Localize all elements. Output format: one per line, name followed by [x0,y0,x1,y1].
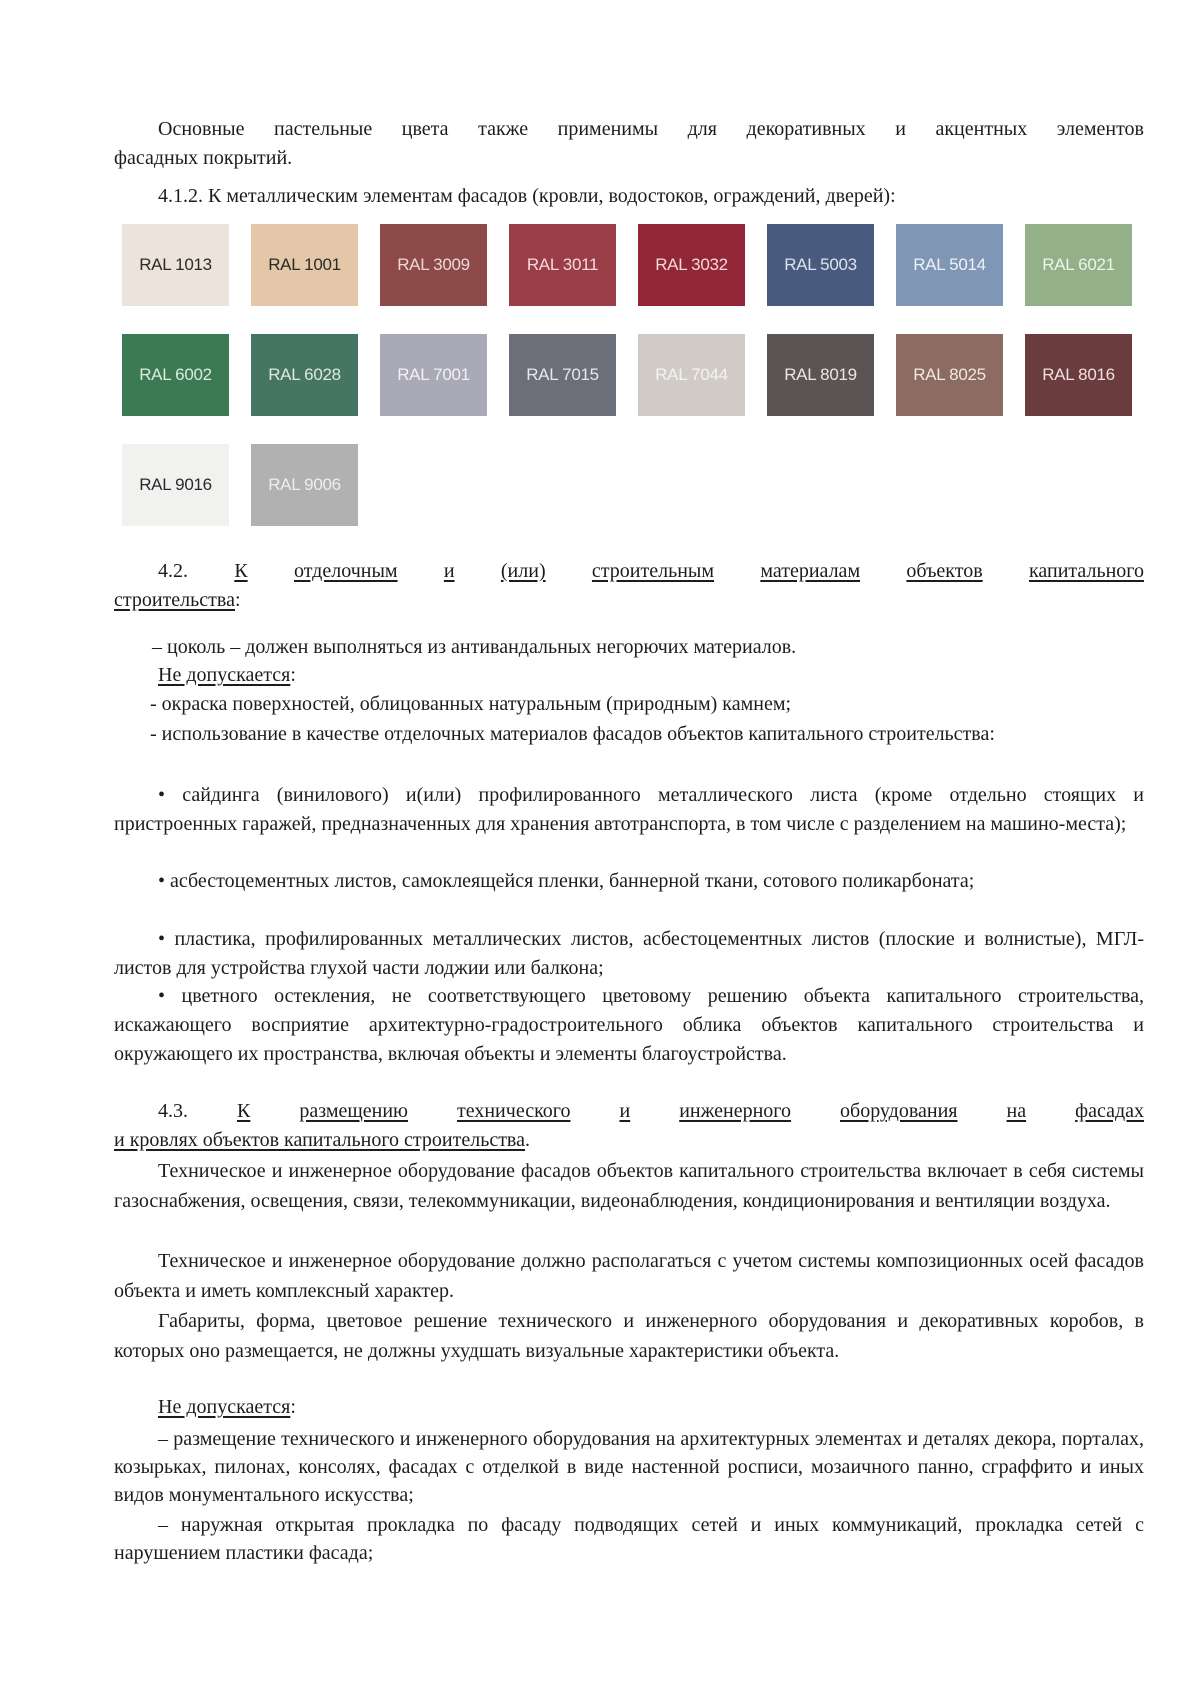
color-swatch: RAL 6021 [1025,224,1132,306]
paint-line: - окраска поверхностей, облицованных натуральным (природным) камнем; [150,693,792,715]
not-allowed-label [114,661,1144,690]
color-swatch: RAL 8019 [767,334,874,416]
dash-item: – наружная открытая прокладка по фасаду подводящих сетей и иных коммуникаций, прокладка сетей с нарушением пластики фасада; [114,1514,1144,1564]
color-swatch: RAL 3011 [509,224,616,306]
heading-word: оборудования [840,1100,958,1122]
color-swatch: RAL 9006 [251,444,358,526]
heading-cont-text: строительства [114,589,235,611]
section-4-3-heading-cont [114,1126,1144,1155]
not-allowed-text: Не допускается [158,1396,291,1418]
section-4-2-heading-line [114,557,1144,586]
section-4-2-heading-cont [114,586,1144,615]
section-4-2-heading [114,557,1144,615]
heading-cont-text: и кровлях объектов капитального строительства [114,1129,525,1151]
heading-period: . [525,1129,530,1151]
intro-line-2: фасадных покрытий. [114,147,293,169]
not-allowed-colon: : [290,664,296,686]
bullet-item: • цветного остекления, не соответствующего цветовому решению объекта капитального строительства, искажающего восприятие архитектурно-градостроительного облика объектов капитального строительства и окружающего их пространства, включая объекты и элементы благоустройства. [114,985,1144,1065]
heading-word: и [443,560,455,582]
color-swatch: RAL 1001 [251,224,358,306]
subsection-4-1-2: 4.1.2. К металлическим элементам фасадов (кровли, водостоков, ограждений, дверей): [158,185,896,207]
not-allowed-text: Не допускается [158,664,291,686]
bullet-item: • асбестоцементных листов, самоклеящейся пленки, баннерной ткани, сотового поликарбоната; [158,870,975,892]
section-4-3-heading [114,1097,1144,1155]
heading-word: К [237,1100,251,1122]
color-swatch: RAL 8016 [1025,334,1132,416]
color-swatch: RAL 7044 [638,334,745,416]
heading-word: материалам [760,560,861,582]
color-swatch: RAL 8025 [896,334,1003,416]
section-number: 4.2. [158,560,188,582]
color-swatch: RAL 3009 [380,224,487,306]
section-number: 4.3. [158,1100,188,1122]
paragraph: Техническое и инженерное оборудование должно располагаться с учетом системы композиционных осей фасадов объекта и иметь комплексный характер. [114,1250,1144,1302]
heading-word: фасадах [1075,1100,1144,1122]
heading-word: технического [457,1100,571,1122]
color-swatch: RAL 7015 [509,334,616,416]
cokol-line: – цоколь – должен выполняться из антивандальных негорючих материалов. [152,636,797,658]
heading-word: капитального [1029,560,1144,582]
usage-line: - использование в качестве отделочных материалов фасадов объектов капитального строительства: [150,723,995,745]
not-allowed-colon: : [290,1396,296,1418]
color-swatch: RAL 9016 [122,444,229,526]
heading-word: на [1006,1100,1027,1122]
heading-word: и [619,1100,631,1122]
intro-paragraph [114,115,1144,173]
bullet-item: • сайдинга (винилового) и(или) профилированного металлического листа (кроме отдельно стоящих и пристроенных гаражей, предназначенных для хранения автотранспорта, в том числе с разделением на машино-места); [114,784,1144,835]
not-allowed-label [114,1393,1144,1422]
heading-word: строительным [591,560,715,582]
intro-line-1: Основные пастельные цвета также применимы для декоративных и акцентных элементов [158,118,1144,140]
color-swatch: RAL 5003 [767,224,874,306]
heading-word: размещению [299,1100,408,1122]
ral-color-grid [122,224,1136,526]
paragraph: Техническое и инженерное оборудование фасадов объектов капитального строительства включает в себя системы газоснабжения, освещения, связи, телекоммуникации, видеонаблюдения, кондиционирования и вентиляции воздуха. [114,1160,1144,1212]
color-swatch: RAL 5014 [896,224,1003,306]
color-swatch: RAL 6028 [251,334,358,416]
paragraph: Габариты, форма, цветовое решение технического и инженерного оборудования и декоративных коробов, в которых оно размещается, не должны ухудшать визуальные характеристики объекта. [114,1310,1144,1362]
heading-word: инженерного [679,1100,792,1122]
color-swatch: RAL 1013 [122,224,229,306]
heading-word: (или) [500,560,546,582]
heading-colon: : [234,589,241,611]
color-swatch: RAL 3032 [638,224,745,306]
heading-word: объектов [906,560,983,582]
dash-item: – размещение технического и инженерного оборудования на архитектурных элементах и деталях декора, порталах, козырьках, пилонах, консолях, фасадах с отделкой в виде настенной росписи, мозаичного панно, сграффито и иных видов монументального искусства; [114,1428,1144,1506]
section-4-3-heading-line [114,1097,1144,1126]
color-swatch: RAL 6002 [122,334,229,416]
heading-word: К [234,560,248,582]
bullet-item: • пластика, профилированных металлических листов, асбестоцементных листов (плоские и волнистые), МГЛ-листов для устройства глухой части лоджии или балкона; [114,928,1144,979]
heading-word: отделочным [293,560,398,582]
color-swatch: RAL 7001 [380,334,487,416]
